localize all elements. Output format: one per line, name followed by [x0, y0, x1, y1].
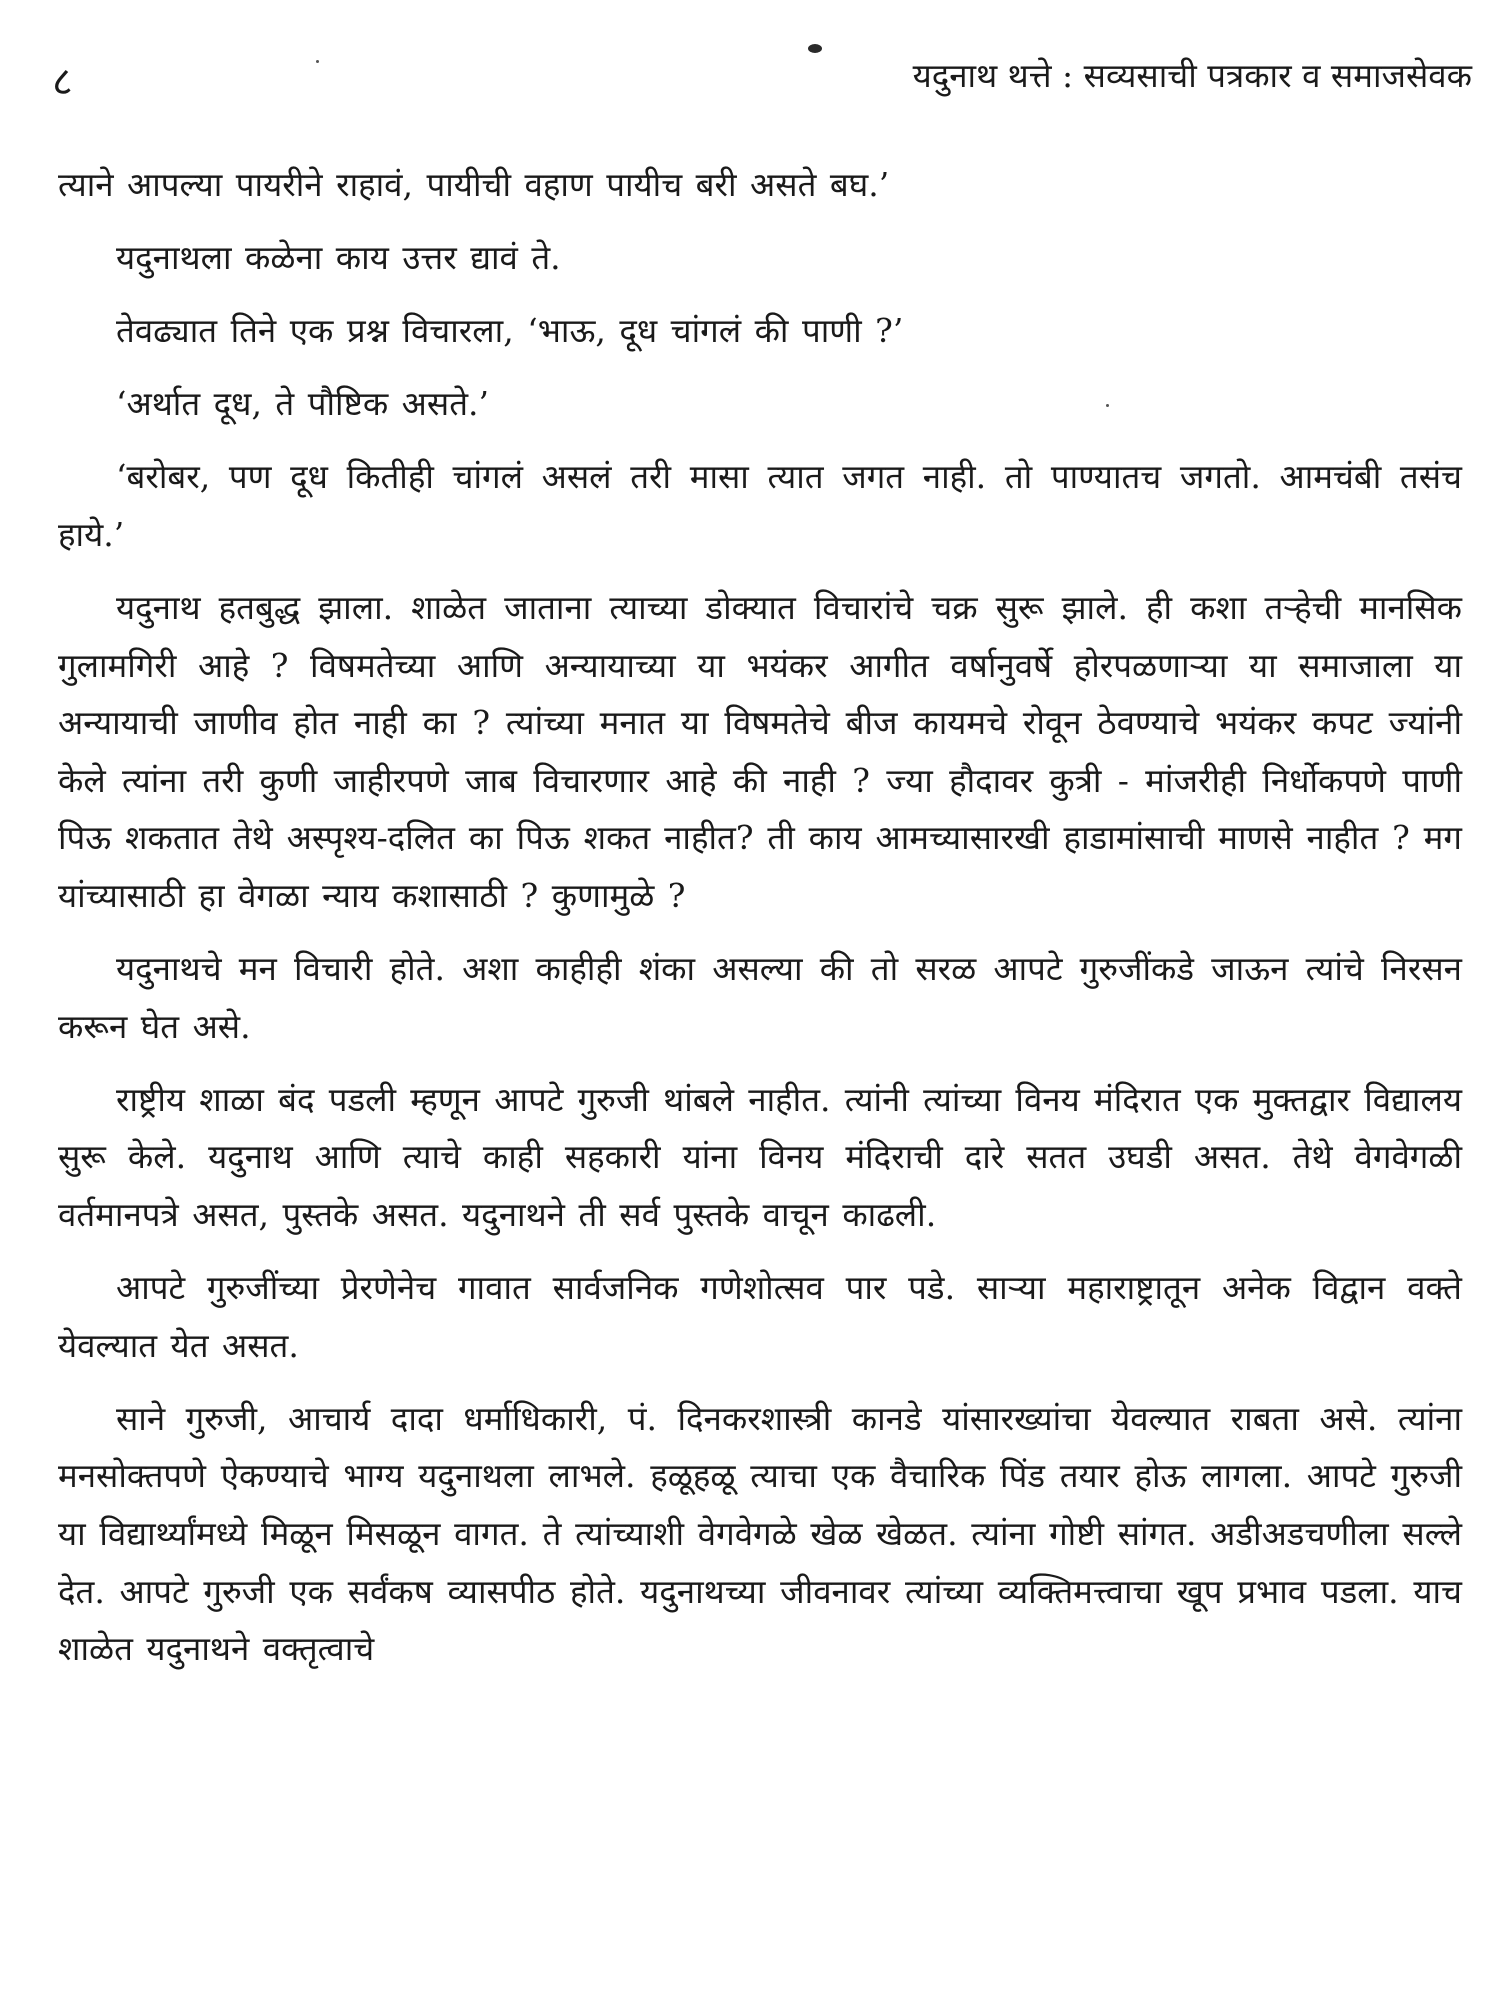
paragraph-9: आपटे गुरुजींच्या प्रेरणेनेच गावात सार्वजनिक गणेशोत्सव पार पडे. साऱ्या महाराष्ट्रातून अनेक विद्वान वक्ते येवल्यात येत असत.: [58, 1268, 1462, 1365]
page-number: ८: [52, 59, 73, 105]
body-text: [58, 156, 1462, 1693]
ink-blot-mark: [808, 44, 822, 53]
paragraph-3: तेवढ्यात तिने एक प्रश्न विचारला, ‘भाऊ, दूध चांगलं की पाणी ?’: [116, 311, 904, 351]
paragraph-2: यदुनाथला कळेना काय उत्तर द्यावं ते.: [116, 238, 561, 278]
paragraph-6: यदुनाथ हतबुद्ध झाला. शाळेत जाताना त्याच्या डोक्यात विचारांचे चक्र सुरू झाले. ही कशा तऱ्हेची मानसिक गुलामगिरी आहे ? विषमतेच्या आणि अन्यायाच्या या भयंकर आगीत वर्षानुवर्षे होरपळणाऱ्या या समाजाला या अन्यायाची जाणीव होत नाही का ? त्यांच्या मनात या विषमतेचे बीज कायमचे रोवून ठेवण्याचे भयंकर कपट ज्यांनी केले त्यांना तरी कुणी जाहीरपणे जाब विचारणार आहे की नाही ? ज्या हौदावर कुत्री - मांजरीही निर्धोकपणे पाणी पिऊ शकतात तेथे अस्पृश्य-दलित का पिऊ शकत नाहीत? ती काय आमच्यासारखी हाडामांसाची माणसे नाहीत ? मग यांच्यासाठी हा वेगळा न्याय कशासाठी ? कुणामुळे ?: [58, 588, 1462, 916]
paragraph-10: साने गुरुजी, आचार्य दादा धर्माधिकारी, पं. दिनकरशास्त्री कानडे यांसारख्यांचा येवल्यात राबता असे. त्यांना मनसोक्तपणे ऐकण्याचे भाग्य यदुनाथला लाभले. हळूहळू त्याचा एक वैचारिक पिंड तयार होऊ लागला. आपटे गुरुजी या विद्यार्थ्यांमध्ये मिळून मिसळून वागत. ते त्यांच्याशी वेगवेगळे खेळ खेळत. त्यांना गोष्टी सांगत. अडीअडचणीला सल्ले देत. आपटे गुरुजी एक सर्वंकष व्यासपीठ होते. यदुनाथच्या जीवनावर त्यांच्या व्यक्तिमत्त्वाचा खूप प्रभाव पडला. याच शाळेत यदुनाथने वक्तृत्वाचे: [58, 1398, 1462, 1669]
paragraph-4: ‘अर्थात दूध, ते पौष्टिक असते.’: [116, 384, 489, 424]
paragraph-5: ‘बरोबर, पण दूध कितीही चांगलं असलं तरी मासा त्यात जगत नाही. तो पाण्यातच जगतो. आमचंबी तसंच हाये.’: [58, 457, 1462, 554]
speck-mark: [316, 60, 319, 63]
paragraph-8: राष्ट्रीय शाळा बंद पडली म्हणून आपटे गुरुजी थांबले नाहीत. त्यांनी त्यांच्या विनय मंदिरात एक मुक्तद्वार विद्यालय सुरू केले. यदुनाथ आणि त्याचे काही सहकारी यांना विनय मंदिराची दारे सतत उघडी असत. तेथे वेगवेगळी वर्तमानपत्रे असत, पुस्तके असत. यदुनाथने ती सर्व पुस्तके वाचून काढली.: [58, 1079, 1462, 1234]
running-header-title: यदुनाथ थत्ते : सव्यसाची पत्रकार व समाजसेवक: [912, 56, 1472, 95]
paragraph-1: त्याने आपल्या पायरीने राहावं, पायीची वहाण पायीच बरी असते बघ.’: [58, 165, 890, 204]
paragraph-7: यदुनाथचे मन विचारी होते. अशा काहीही शंका असल्या की तो सरळ आपटे गुरुजींकडे जाऊन त्यांचे निरसन करून घेत असे.: [58, 949, 1462, 1046]
